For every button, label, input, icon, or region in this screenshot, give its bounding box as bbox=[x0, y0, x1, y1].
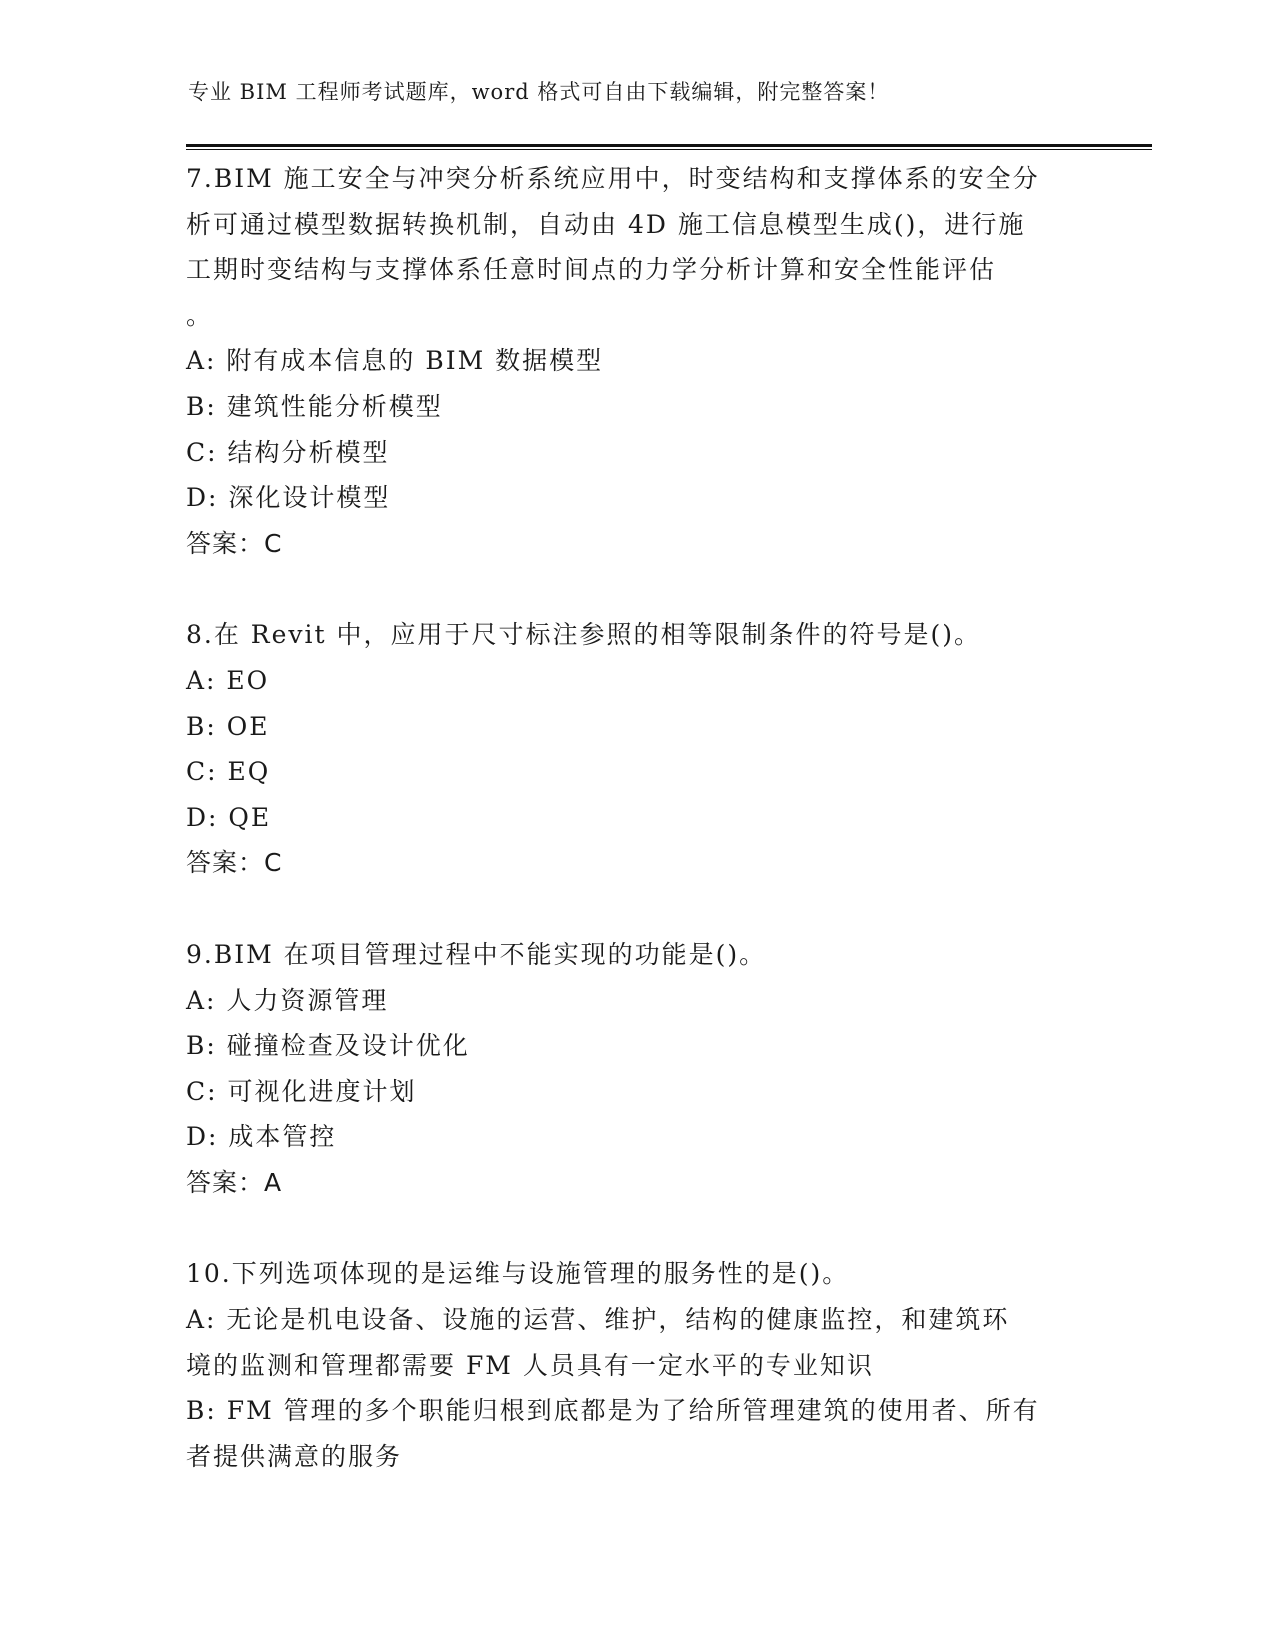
option-a: A: 人力资源管理 bbox=[186, 985, 389, 1015]
option-d: D: 深化设计模型 bbox=[186, 483, 391, 513]
stem-line: 8.在 Revit 中，应用于尺寸标注参照的相等限制条件的符号是()。 bbox=[186, 620, 982, 650]
stem-line: 。 bbox=[186, 300, 214, 330]
page-header: 专业 BIM 工程师考试题库，word 格式可自由下载编辑，附完整答案！ bbox=[188, 80, 890, 104]
option-b-continued: 者提供满意的服务 bbox=[186, 1441, 403, 1471]
stem-line: 7.BIM 施工安全与冲突分析系统应用中，时变结构和支撑体系的安全分 bbox=[186, 164, 1040, 193]
question-9 bbox=[186, 932, 1086, 1206]
question-list bbox=[186, 156, 1086, 1525]
question-7 bbox=[186, 156, 1086, 566]
answer: 答案：C bbox=[186, 848, 283, 878]
option-b: B: FM 管理的多个职能归根到底都是为了给所管理建筑的使用者、所有 bbox=[186, 1396, 1040, 1426]
option-c: C: 可视化进度计划 bbox=[186, 1076, 417, 1106]
stem-line: 析可通过模型数据转换机制，自动由 4D 施工信息模型生成()，进行施 bbox=[186, 209, 1026, 239]
option-a: A: 无论是机电设备、设施的运营、维护，结构的健康监控，和建筑环 bbox=[186, 1305, 1010, 1335]
option-a: A: 附有成本信息的 BIM 数据模型 bbox=[186, 346, 604, 376]
answer: 答案：A bbox=[186, 1167, 283, 1197]
option-a-continued: 境的监测和管理都需要 FM 人员具有一定水平的专业知识 bbox=[186, 1350, 874, 1380]
question-10 bbox=[186, 1251, 1086, 1479]
question-stem bbox=[186, 156, 1086, 338]
option-a: A: EO bbox=[186, 665, 270, 695]
question-stem bbox=[186, 1251, 1086, 1297]
option-c: C: EQ bbox=[186, 757, 271, 787]
stem-line: 工期时变结构与支撑体系任意时间点的力学分析计算和安全性能评估 bbox=[186, 255, 997, 285]
header-divider bbox=[186, 144, 1152, 150]
option-b: B: 建筑性能分析模型 bbox=[186, 391, 443, 421]
answer: 答案：C bbox=[186, 528, 283, 558]
question-stem bbox=[186, 612, 1086, 658]
option-c: C: 结构分析模型 bbox=[186, 437, 390, 467]
option-b: B: 碰撞检查及设计优化 bbox=[186, 1031, 470, 1061]
stem-line: 9.BIM 在项目管理过程中不能实现的功能是()。 bbox=[186, 939, 767, 969]
stem-line: 10.下列选项体现的是运维与设施管理的服务性的是()。 bbox=[186, 1259, 850, 1289]
question-8 bbox=[186, 612, 1086, 886]
question-stem bbox=[186, 932, 1086, 978]
option-d: D: QE bbox=[186, 802, 272, 832]
option-d: D: 成本管控 bbox=[186, 1122, 337, 1152]
option-b: B: OE bbox=[186, 711, 270, 741]
